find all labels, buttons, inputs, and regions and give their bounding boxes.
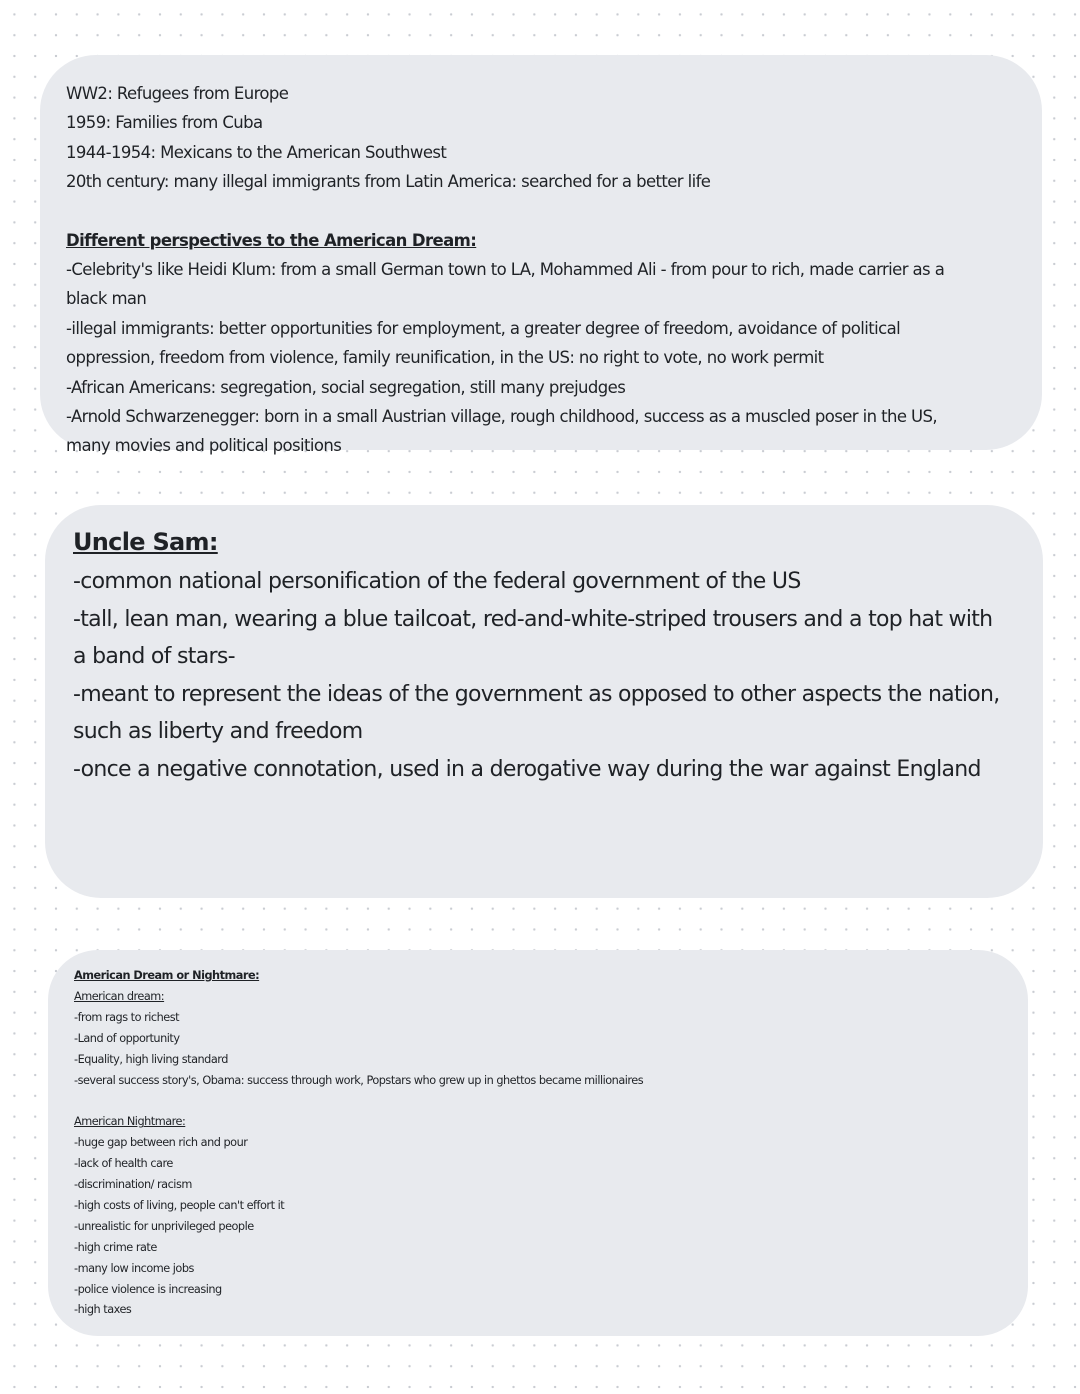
nightmare-item: -huge gap between rich and pour xyxy=(74,1136,248,1150)
american-nightmare-label: American Nightmare: xyxy=(74,1115,186,1129)
uncle-sam-point: -meant to represent the ideas of the government as opposed to other aspects the nation, such as liberty and freedom xyxy=(73,681,1000,745)
timeline-item: 1959: Families from Cuba xyxy=(66,113,263,133)
nightmare-item: -many low income jobs xyxy=(74,1261,194,1275)
perspectives-heading: Different perspectives to the American Dream: xyxy=(66,230,477,250)
perspective-item: -Celebrity's like Heidi Klum: from a small German town to LA, Mohammed Ali - from pour to rich, made carrier as a black man xyxy=(66,260,945,309)
immigration-notes-card xyxy=(40,55,1042,456)
spacer xyxy=(74,1091,1002,1112)
nightmare-item: -unrealistic for unprivileged people xyxy=(74,1219,254,1233)
dream-item: -Land of opportunity xyxy=(74,1031,180,1045)
nightmare-item: -police violence is increasing xyxy=(74,1282,222,1296)
uncle-sam-point: -tall, lean man, wearing a blue tailcoat, red-and-white-striped trousers and a top hat with a band of stars- xyxy=(73,606,993,670)
nightmare-item: -high costs of living, people can't effort it xyxy=(74,1198,285,1212)
perspective-item: -African Americans: segregation, social segregation, still many prejudges xyxy=(66,377,626,397)
timeline-item: 20th century: many illegal immigrants from Latin America: searched for a better life xyxy=(66,172,711,192)
uncle-sam-point: -once a negative connotation, used in a derogative way during the war against England xyxy=(73,756,981,782)
uncle-sam-card xyxy=(45,505,1043,898)
perspective-item: -Arnold Schwarzenegger: born in a small Austrian village, rough childhood, success as a muscled poser in the US, many movies and political positions xyxy=(66,407,938,456)
uncle-sam-point: -common national personification of the federal government of the US xyxy=(73,569,801,594)
timeline-item: WW2: Refugees from Europe xyxy=(66,84,289,103)
nightmare-item: -discrimination/ racism xyxy=(74,1178,192,1192)
dream-item: -Equality, high living standard xyxy=(74,1052,228,1066)
perspective-item: -illegal immigrants: better opportunities for employment, a greater degree of freedom, avoidance of political oppression, freedom from violence, family reunification, in the US: no right to vote, no work permit xyxy=(66,318,901,368)
nightmare-item: -high taxes xyxy=(74,1303,132,1317)
nightmare-item: -high crime rate xyxy=(74,1240,157,1254)
nightmare-item: -lack of health care xyxy=(74,1157,173,1171)
dream-or-nightmare-card xyxy=(48,950,1028,1336)
dream-nightmare-heading: American Dream or Nightmare: xyxy=(74,969,260,982)
uncle-sam-heading: Uncle Sam: xyxy=(73,528,218,556)
timeline-item: 1944-1954: Mexicans to the American Southwest xyxy=(66,142,447,162)
american-dream-label: American dream: xyxy=(74,989,165,1003)
dream-item: -several success story's, Obama: success through work, Popstars who grew up in ghettos became millionaires xyxy=(74,1073,644,1087)
dream-item: -from rags to richest xyxy=(74,1010,180,1024)
